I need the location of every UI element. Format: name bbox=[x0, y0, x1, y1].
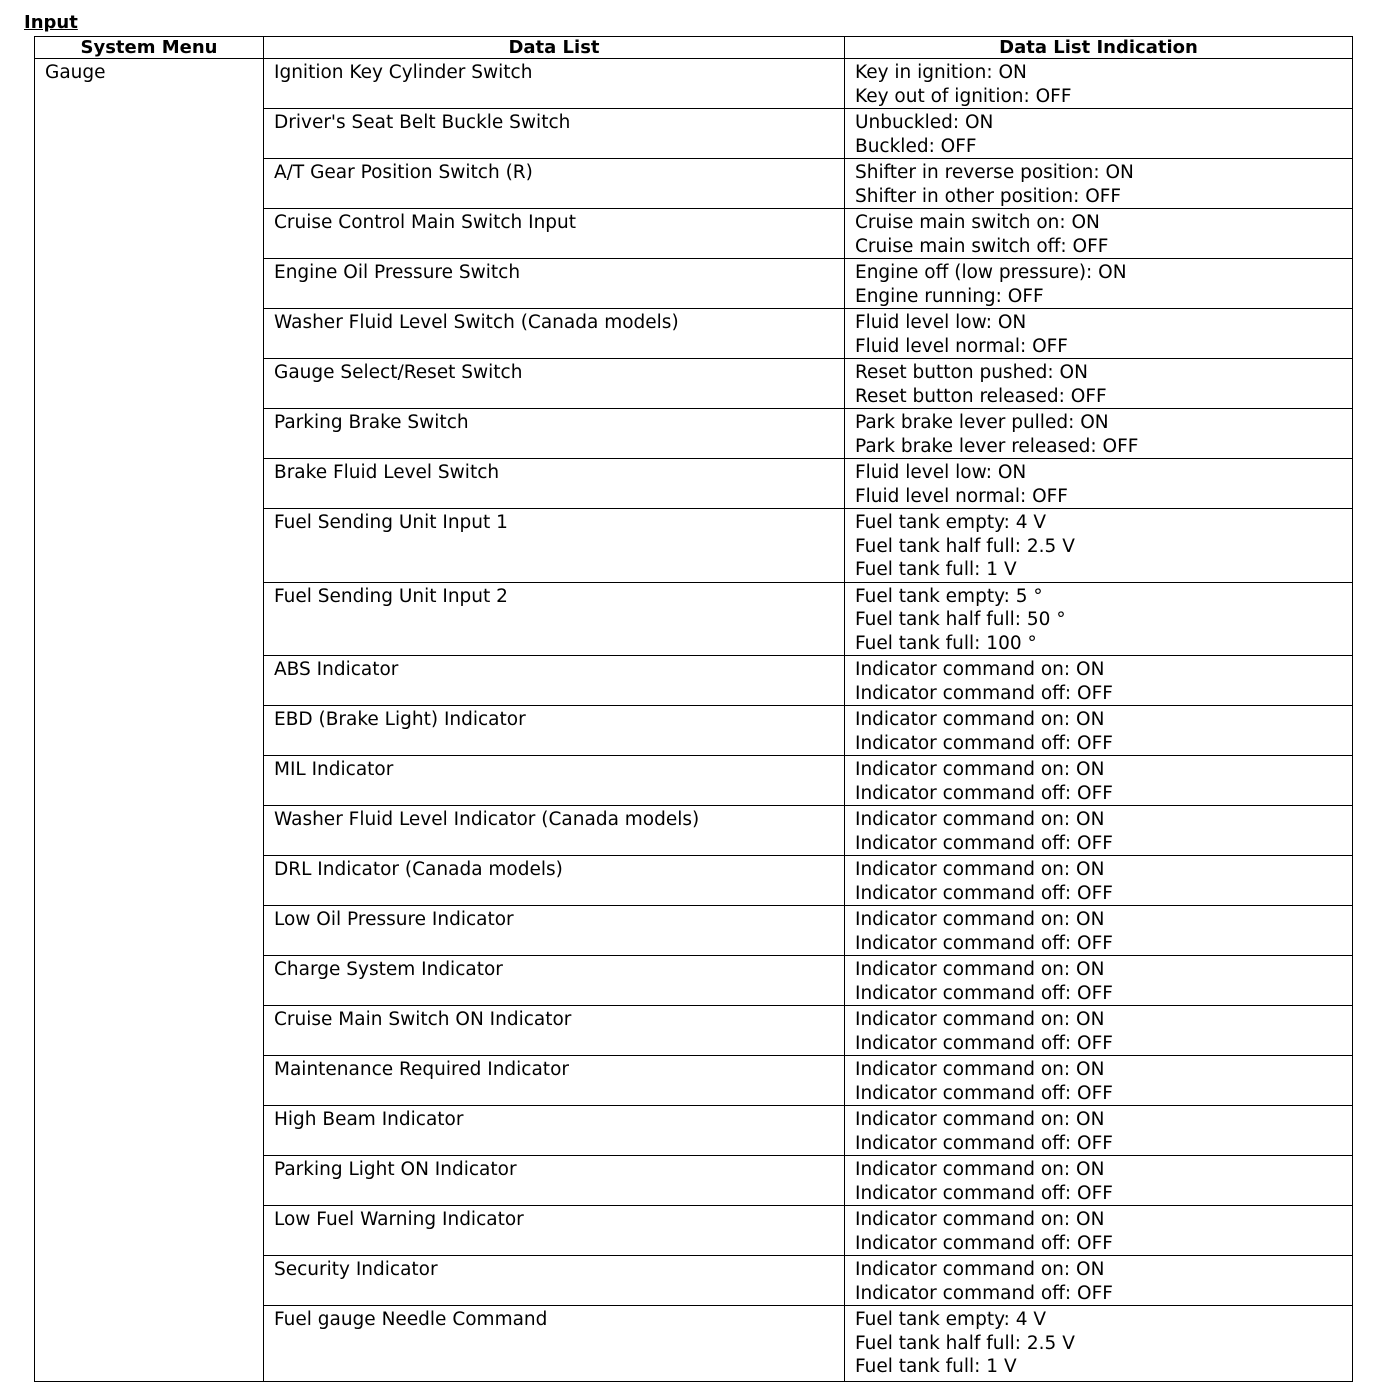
indication-line: Fuel tank half full: 50 ° bbox=[855, 609, 1066, 630]
data-list-indication bbox=[845, 159, 1353, 209]
indication-line: Fluid level normal: OFF bbox=[855, 485, 1068, 507]
indication-line: Engine off (low pressure): ON bbox=[855, 262, 1127, 283]
data-list-indication bbox=[845, 109, 1353, 159]
data-list-indication bbox=[845, 259, 1353, 309]
data-list-indication bbox=[845, 1306, 1353, 1382]
indication-line: Buckled: OFF bbox=[855, 135, 977, 157]
indication-line: Indicator command off: OFF bbox=[855, 832, 1113, 854]
data-list-indication bbox=[845, 509, 1353, 583]
data-list-indication bbox=[845, 309, 1353, 359]
indication-line: Fuel tank full: 100 ° bbox=[855, 632, 1037, 654]
data-list-item: Ignition Key Cylinder Switch bbox=[264, 59, 845, 109]
indication-line: Park brake lever released: OFF bbox=[855, 435, 1139, 457]
indication-line: Fluid level low: ON bbox=[855, 312, 1027, 333]
header-data-list-indication: Data List Indication bbox=[845, 37, 1353, 59]
indication-line: Key out of ignition: OFF bbox=[855, 85, 1072, 107]
data-list-indication bbox=[845, 1206, 1353, 1256]
header-system-menu: System Menu bbox=[35, 37, 264, 59]
data-list-indication bbox=[845, 459, 1353, 509]
indication-line: Indicator command on: ON bbox=[855, 659, 1105, 680]
indication-line: Indicator command off: OFF bbox=[855, 882, 1113, 904]
data-list-item: Parking Light ON Indicator bbox=[264, 1156, 845, 1206]
indication-line: Indicator command off: OFF bbox=[855, 932, 1113, 954]
indication-line: Reset button released: OFF bbox=[855, 385, 1107, 407]
data-list-item: MIL Indicator bbox=[264, 756, 845, 806]
data-list-indication bbox=[845, 856, 1353, 906]
indication-line: Park brake lever pulled: ON bbox=[855, 412, 1109, 433]
indication-line: Reset button pushed: ON bbox=[855, 362, 1088, 383]
data-list-item: Maintenance Required Indicator bbox=[264, 1056, 845, 1106]
indication-line: Fluid level normal: OFF bbox=[855, 335, 1068, 357]
data-list-table bbox=[34, 36, 1353, 1382]
indication-line: Indicator command on: ON bbox=[855, 909, 1105, 930]
data-list-item: Low Fuel Warning Indicator bbox=[264, 1206, 845, 1256]
data-list-indication bbox=[845, 1006, 1353, 1056]
indication-line: Indicator command on: ON bbox=[855, 1059, 1105, 1080]
indication-line: Indicator command off: OFF bbox=[855, 1182, 1113, 1204]
data-list-indication bbox=[845, 1256, 1353, 1306]
indication-line: Indicator command on: ON bbox=[855, 1009, 1105, 1030]
data-list-item: Cruise Control Main Switch Input bbox=[264, 209, 845, 259]
indication-line: Indicator command off: OFF bbox=[855, 1232, 1113, 1254]
data-list-item: High Beam Indicator bbox=[264, 1106, 845, 1156]
indication-line: Indicator command on: ON bbox=[855, 1209, 1105, 1230]
indication-line: Shifter in reverse position: ON bbox=[855, 162, 1134, 183]
indication-line: Cruise main switch on: ON bbox=[855, 212, 1100, 233]
data-list-item: Driver's Seat Belt Buckle Switch bbox=[264, 109, 845, 159]
table-body bbox=[35, 59, 1353, 1382]
data-list-indication bbox=[845, 359, 1353, 409]
data-list-item: Washer Fluid Level Indicator (Canada models) bbox=[264, 806, 845, 856]
indication-line: Fuel tank full: 1 V bbox=[855, 559, 1017, 580]
indication-line: Indicator command off: OFF bbox=[855, 782, 1113, 804]
data-list-item: Security Indicator bbox=[264, 1256, 845, 1306]
data-list-item: Charge System Indicator bbox=[264, 956, 845, 1006]
indication-line: Fuel tank full: 1 V bbox=[855, 1356, 1017, 1377]
indication-line: Indicator command on: ON bbox=[855, 809, 1105, 830]
indication-line: Indicator command on: ON bbox=[855, 1109, 1105, 1130]
data-list-item: DRL Indicator (Canada models) bbox=[264, 856, 845, 906]
indication-line: Fuel tank empty: 4 V bbox=[855, 1309, 1047, 1330]
data-list-indication bbox=[845, 1056, 1353, 1106]
data-list-item: Washer Fluid Level Switch (Canada models) bbox=[264, 309, 845, 359]
indication-line: Unbuckled: ON bbox=[855, 112, 994, 133]
data-list-indication bbox=[845, 956, 1353, 1006]
data-list-item: Engine Oil Pressure Switch bbox=[264, 259, 845, 309]
indication-line: Indicator command on: ON bbox=[855, 709, 1105, 730]
data-list-item: Low Oil Pressure Indicator bbox=[264, 906, 845, 956]
table-wrapper bbox=[34, 36, 1353, 1382]
indication-line: Indicator command off: OFF bbox=[855, 982, 1113, 1004]
data-list-item: Fuel gauge Needle Command bbox=[264, 1306, 845, 1382]
indication-line: Engine running: OFF bbox=[855, 285, 1044, 307]
indication-line: Indicator command off: OFF bbox=[855, 732, 1113, 754]
system-menu-cell: Gauge bbox=[35, 59, 264, 1382]
table-header-row bbox=[35, 37, 1353, 59]
indication-line: Indicator command on: ON bbox=[855, 859, 1105, 880]
data-list-item: Fuel Sending Unit Input 2 bbox=[264, 582, 845, 656]
indication-line: Indicator command on: ON bbox=[855, 959, 1105, 980]
data-list-indication bbox=[845, 806, 1353, 856]
indication-line: Indicator command on: ON bbox=[855, 1159, 1105, 1180]
data-list-indication bbox=[845, 59, 1353, 109]
indication-line: Indicator command off: OFF bbox=[855, 1132, 1113, 1154]
indication-line: Indicator command off: OFF bbox=[855, 1082, 1113, 1104]
data-list-indication bbox=[845, 1106, 1353, 1156]
indication-line: Fuel tank half full: 2.5 V bbox=[855, 535, 1075, 557]
indication-line: Fuel tank half full: 2.5 V bbox=[855, 1332, 1075, 1354]
data-list-indication bbox=[845, 906, 1353, 956]
indication-line: Indicator command off: OFF bbox=[855, 682, 1113, 704]
indication-line: Fuel tank empty: 5 ° bbox=[855, 585, 1043, 607]
indication-line: Indicator command off: OFF bbox=[855, 1032, 1113, 1054]
data-list-indication bbox=[845, 656, 1353, 706]
indication-line: Key in ignition: ON bbox=[855, 62, 1027, 83]
data-list-item: Cruise Main Switch ON Indicator bbox=[264, 1006, 845, 1056]
data-list-indication bbox=[845, 706, 1353, 756]
header-data-list: Data List bbox=[264, 37, 845, 59]
indication-line: Indicator command off: OFF bbox=[855, 1282, 1113, 1304]
data-list-indication bbox=[845, 1156, 1353, 1206]
page-title: Input bbox=[24, 12, 78, 33]
data-list-indication bbox=[845, 582, 1353, 656]
indication-line: Fuel tank empty: 4 V bbox=[855, 512, 1047, 533]
indication-line: Indicator command on: ON bbox=[855, 759, 1105, 780]
indication-line: Shifter in other position: OFF bbox=[855, 185, 1122, 207]
data-list-item: Brake Fluid Level Switch bbox=[264, 459, 845, 509]
data-list-item: Parking Brake Switch bbox=[264, 409, 845, 459]
data-list-item: EBD (Brake Light) Indicator bbox=[264, 706, 845, 756]
indication-line: Fluid level low: ON bbox=[855, 462, 1027, 483]
indication-line: Cruise main switch off: OFF bbox=[855, 235, 1109, 257]
table-row bbox=[35, 59, 1353, 109]
data-list-indication bbox=[845, 409, 1353, 459]
data-list-item: Gauge Select/Reset Switch bbox=[264, 359, 845, 409]
indication-line: Indicator command on: ON bbox=[855, 1259, 1105, 1280]
data-list-indication bbox=[845, 209, 1353, 259]
data-list-item: A/T Gear Position Switch (R) bbox=[264, 159, 845, 209]
data-list-item: Fuel Sending Unit Input 1 bbox=[264, 509, 845, 583]
data-list-item: ABS Indicator bbox=[264, 656, 845, 706]
data-list-indication bbox=[845, 756, 1353, 806]
